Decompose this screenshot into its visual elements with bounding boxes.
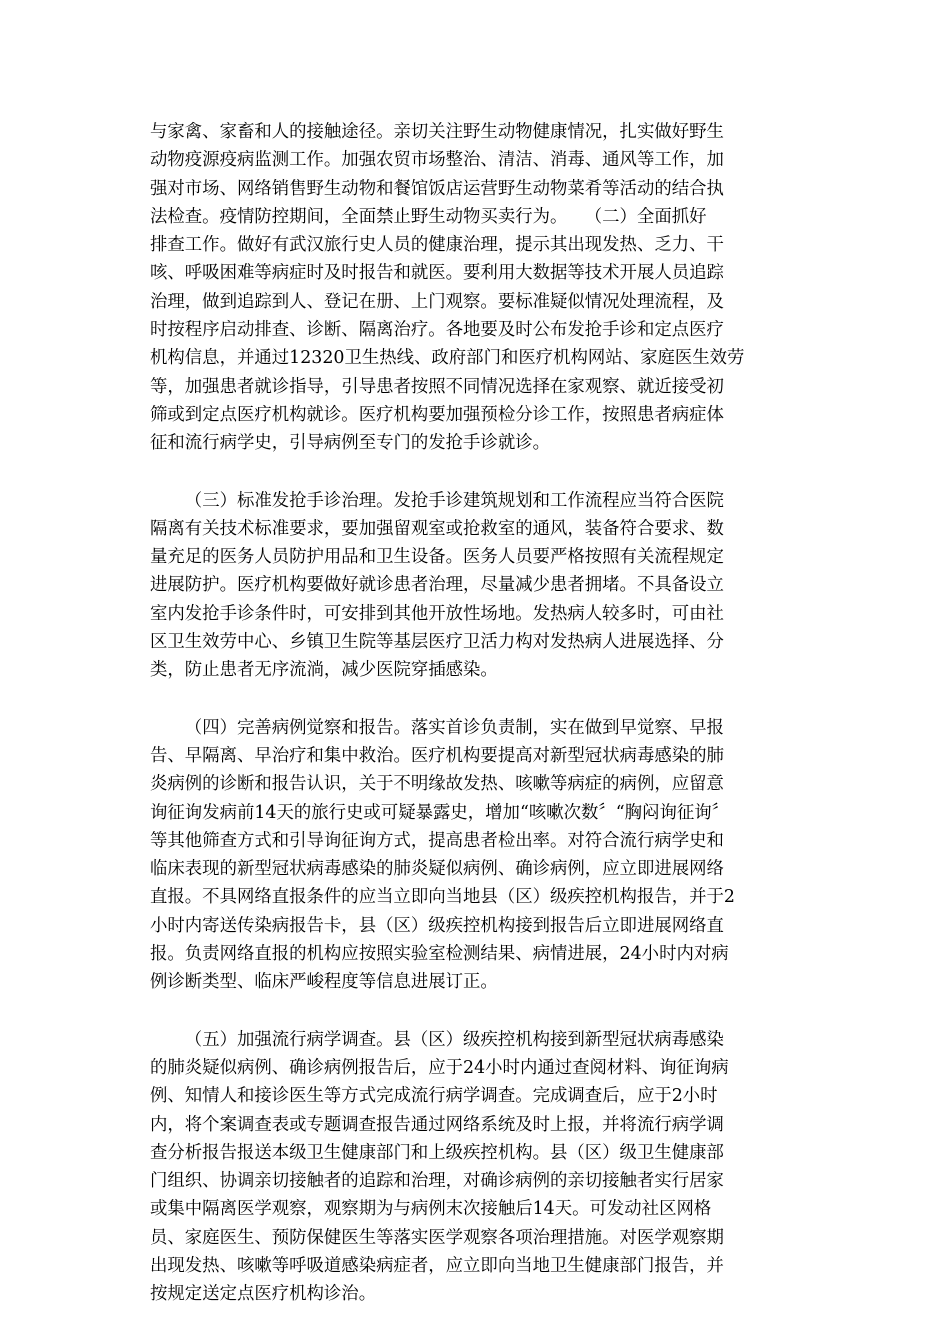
text-line: 炎病例的诊断和报告认识，关于不明缘故发热、咳嗽等病症的病例，应留意 [150,774,724,795]
text-line: 等，加强患者就诊指导，引导患者按照不同情况选择在家观察、就近接受初 [150,376,724,397]
text-line: 强对市场、网络销售野生动物和餐馆饭店运营野生动物菜肴等活动的结合执 [150,178,724,199]
text-line: 时按程序启动排查、诊断、隔离治疗。各地要及时公布发抢手诊和定点医疗 [150,320,724,341]
text-line: 或集中隔离医学观察，观察期为与病例末次接触后14天。可发动社区网格 [150,1199,712,1220]
paragraph-spacer [150,685,802,714]
text-line: 筛或到定点医疗机构就诊。医疗机构要加强预检分诊工作，按照患者病症体 [150,404,724,425]
text-line: 咳、呼吸困难等病症时及时报告和就医。要利用大数据等技术开展人员追踪 [150,263,724,284]
text-line: 按规定送定点医疗机构诊治。 [150,1284,377,1305]
text-line: （四）完善病例觉察和报告。落实首诊负责制，实在做到早觉察、早报 [184,717,724,738]
text-line: 区卫生效劳中心、乡镇卫生院等基层医疗卫活力构对发热病人进展选择、分 [150,632,724,653]
text-line: 量充足的医务人员防护用品和卫生设备。医务人员要严格按照有关流程规定 [150,547,724,568]
paragraph-fever-clinic [150,487,802,685]
text-line: 直报。不具网络直报条件的应当立即向当地县（区）级疾控机构报告，并于2 [150,887,735,908]
text-line: 询征询发病前14天的旅行史或可疑暴露史，增加“咳嗽次数〞“胸闷询征询〞 [150,802,730,823]
text-line: （五）加强流行病学调查。县（区）级疾控机构接到新型冠状病毒感染 [184,1029,724,1050]
text-line: 与家禽、家畜和人的接触途径。亲切关注野生动物健康情况，扎实做好野生 [150,122,724,142]
text-line: 出现发热、咳嗽等呼吸道感染病症者，应立即向当地卫生健康部门报告，并 [150,1255,724,1276]
paragraph-spacer [150,997,802,1026]
text-line: 治理，做到追踪到人、登记在册、上门观察。要标准疑似情况处理流程，及 [150,291,724,312]
text-line: 隔离有关技术标准要求，要加强留观室或抢救室的通风，装备符合要求、数 [150,518,724,539]
text-line: 门组织、协调亲切接触者的追踪和治理，对确诊病例的亲切接触者实行居家 [150,1171,724,1192]
text-line: 排查工作。做好有武汉旅行史人员的健康治理，提示其出现发热、乏力、干 [150,235,724,256]
text-line: 员、家庭医生、预防保健医生等落实医学观察各项治理措施。对医学观察期 [150,1227,724,1248]
paragraph-epidemiological-survey [150,1026,802,1309]
text-line: 类，防止患者无序流淌，减少医院穿插感染。 [150,660,498,681]
text-line: 告、早隔离、早治疗和集中救治。医疗机构要提高对新型冠状病毒感染的肺 [150,745,724,766]
text-line: 临床表现的新型冠状病毒感染的肺炎疑似病例、确诊病例，应立即进展网络 [150,859,724,880]
text-line: 例诊断类型、临床严峻程度等信息进展订正。 [150,972,498,993]
text-line: 等其他筛查方式和引导询征询方式，提高患者检出率。对符合流行病学史和 [150,830,724,851]
text-line: 小时内寄送传染病报告卡，县（区）级疾控机构接到报告后立即进展网络直 [150,915,724,936]
text-line: 进展防护。医疗机构要做好就诊患者治理，尽量减少患者拥堵。不具备设立 [150,575,724,596]
paragraph-case-reporting [150,714,802,997]
text-line: 的肺炎疑似病例、确诊病例报告后，应于24小时内通过查阅材料、询征询病 [150,1057,729,1078]
text-line: 报。负责网络直报的机构应按照实验室检测结果、病情进展，24小时内对病 [150,944,729,965]
text-line: 内，将个案调查表或专题调查报告通过网络系统及时上报，并将流行病学调 [150,1114,724,1135]
text-line: 动物疫源疫病监测工作。加强农贸市场整治、清洁、消毒、通风等工作，加 [150,150,724,171]
text-line: 室内发抢手诊条件时，可安排到其他开放性场地。发热病人较多时，可由社 [150,603,724,624]
text-line: 法检查。疫情防控期间，全面禁止野生动物买卖行为。 （二）全面抓好 [150,206,707,227]
document-page [150,118,802,1309]
text-line: 例、知情人和接诊医生等方式完成流行病学调查。完成调查后，应于2小时 [150,1086,718,1107]
text-line: 机构信息，并通过12320卫生热线、政府部门和医疗机构网站、家庭医生效劳 [150,348,745,369]
paragraph-spacer [150,458,802,487]
paragraph-wildlife-and-screening [150,118,802,458]
text-line: （三）标准发抢手诊治理。发抢手诊建筑规划和工作流程应当符合医院 [184,490,724,511]
text-line: 征和流行病学史，引导病例至专门的发抢手诊就诊。 [150,433,550,454]
text-line: 查分析报告报送本级卫生健康部门和上级疾控机构。县（区）级卫生健康部 [150,1142,724,1163]
